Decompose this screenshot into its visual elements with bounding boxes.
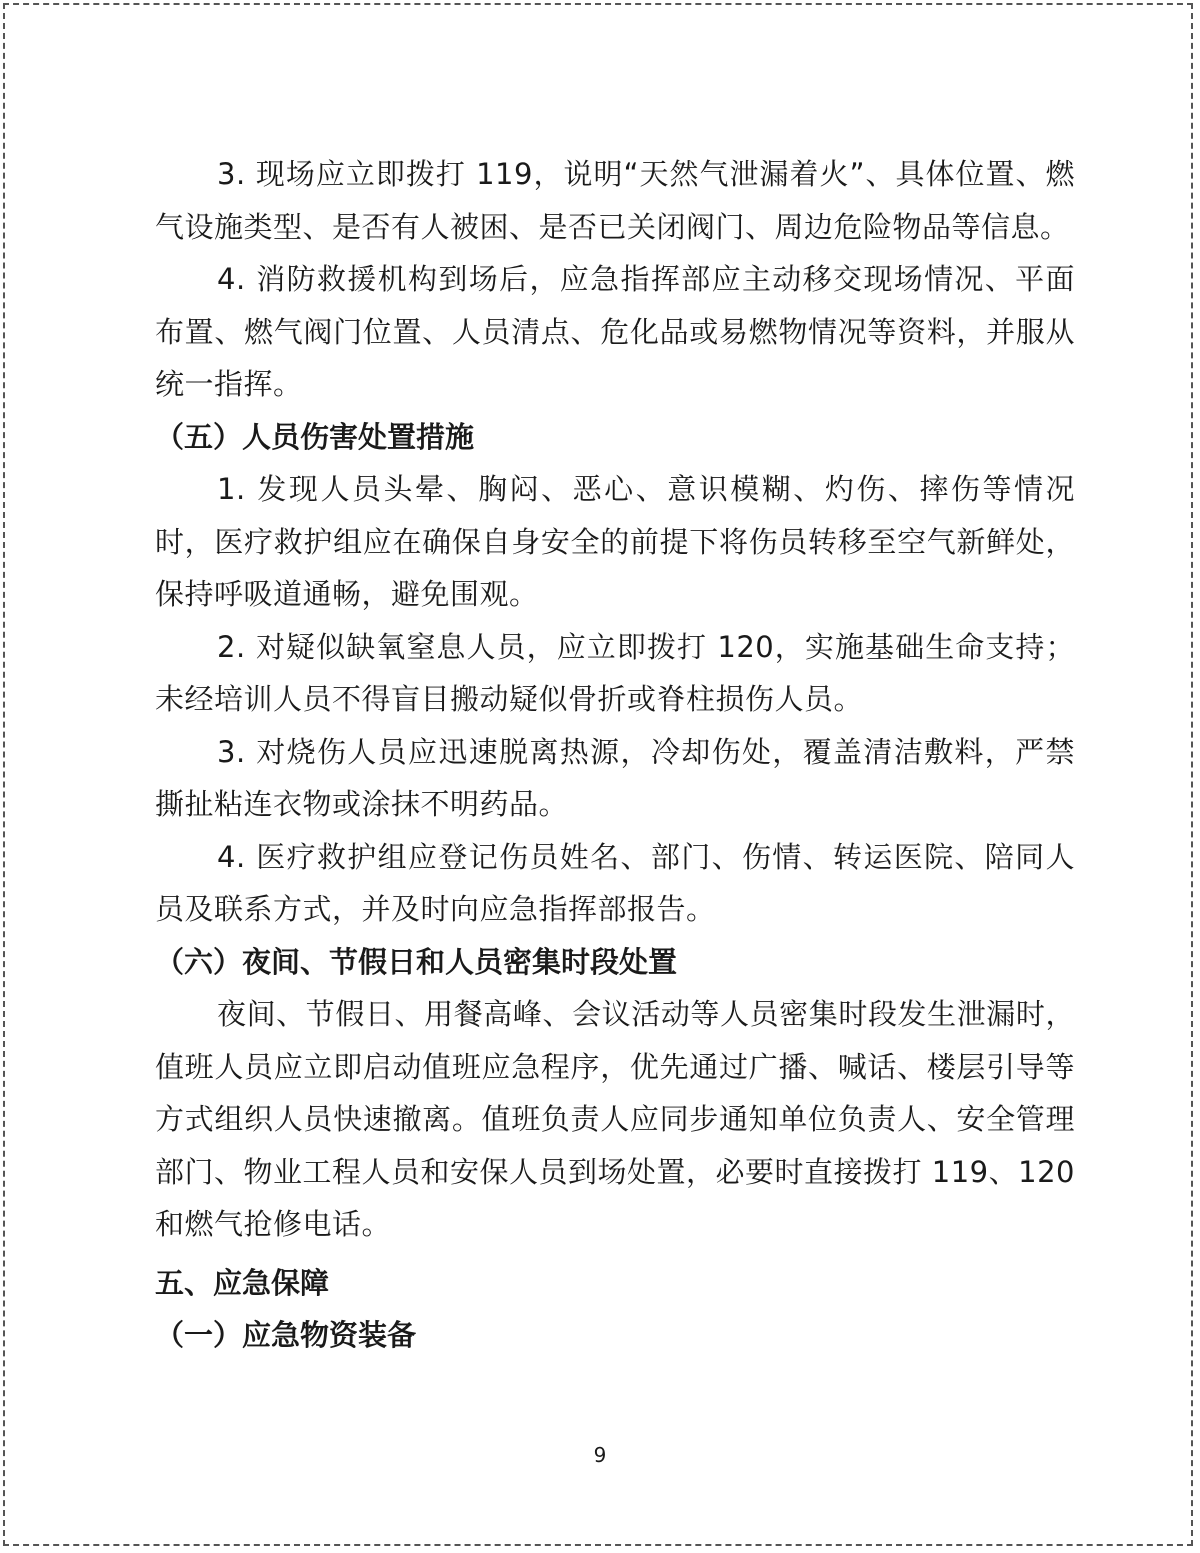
- paragraph: 4. 消防救援机构到场后，应急指挥部应主动移交现场情况、平面布置、燃气阀门位置、人员清点、危化品或易燃物情况等资料，并服从统一指挥。: [155, 262, 1075, 401]
- paragraph: 3. 对烧伤人员应迅速脱离热源，冷却伤处，覆盖清洁敷料，严禁撕扯粘连衣物或涂抹不明药品。: [155, 734, 1075, 821]
- chapter-heading: 五、应急保障: [155, 1265, 330, 1300]
- section-heading: （一）应急物资装备: [155, 1318, 417, 1352]
- paragraph: 夜间、节假日、用餐高峰、会议活动等人员密集时段发生泄漏时，值班人员应立即启动值班应急程序，优先通过广播、喊话、楼层引导等方式组织人员快速撤离。值班负责人应同步通知单位负责人、安全管理部门、物业工程人员和安保人员到场处置，必要时直接拨打 119、120 和燃气抢修电话。: [155, 997, 1075, 1241]
- section-heading: （五）人员伤害处置措施: [155, 419, 475, 454]
- paragraph: 4. 医疗救护组应登记伤员姓名、部门、伤情、转运医院、陪同人员及联系方式，并及时向应急指挥部报告。: [155, 839, 1075, 926]
- section-heading: （六）夜间、节假日和人员密集时段处置: [155, 944, 678, 979]
- paragraph: 1. 发现人员头晕、胸闷、恶心、意识模糊、灼伤、摔伤等情况时，医疗救护组应在确保自身安全的前提下将伤员转移至空气新鲜处，保持呼吸道通畅，避免围观。: [155, 472, 1075, 611]
- page-number: 9: [593, 1443, 607, 1467]
- paragraph: 3. 现场应立即拨打 119，说明“天然气泄漏着火”、具体位置、燃气设施类型、是否有人被困、是否已关闭阀门、周边危险物品等信息。: [155, 157, 1075, 244]
- document-body: [155, 148, 1075, 1362]
- paragraph: 2. 对疑似缺氧窒息人员，应立即拨打 120，实施基础生命支持；未经培训人员不得盲目搬动疑似骨折或脊柱损伤人员。: [155, 629, 1075, 716]
